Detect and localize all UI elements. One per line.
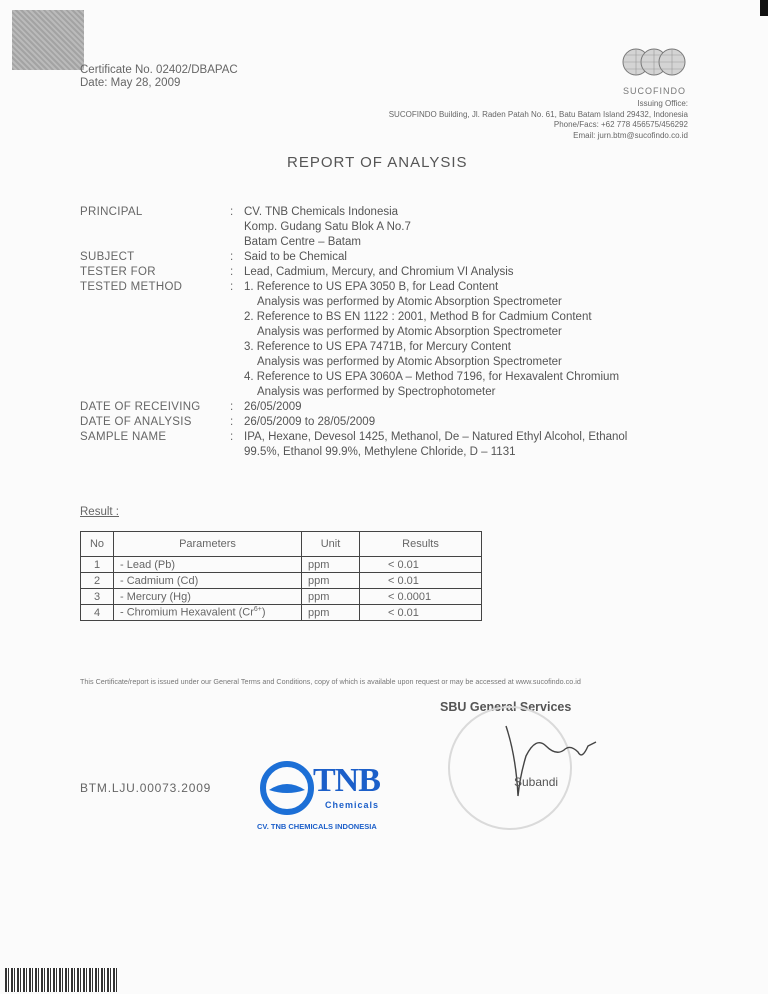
column-header: No	[81, 532, 114, 557]
hologram-sticker	[12, 10, 84, 70]
report-details	[80, 205, 700, 460]
result-table	[80, 531, 482, 621]
method-row: TESTED METHOD : 1. Reference to US EPA 3050 B, for Lead Content Analysis was performed by Atomic Absorption Spectrometer 2. Reference to BS EN 1122 : 2001, Method B for Cadmium Content Analysis was performed by Atomic Absorption Spectrometer 3. Reference to US EPA 7471B, for Mercury Content Analysis was performed by Atomic Absorption Spectrometer 4. Reference to US EPA 3060A – Method 7196, for Hexavalent Chromium Analysis was performed by Spectrophotometer	[80, 281, 620, 398]
principal-row: PRINCIPAL : CV. TNB Chemicals Indonesia Komp. Gudang Satu Blok A No.7 Batam Centre – Batam	[80, 206, 411, 248]
issuing-office-phone: Phone/Facs: +62 778 456575/456292	[553, 120, 688, 129]
table-row: 3 - Mercury (Hg) ppm < 0.0001	[81, 589, 482, 605]
edge-mark	[760, 0, 768, 16]
sample-label: SAMPLE NAME	[80, 431, 167, 443]
column-header: Unit	[302, 532, 360, 557]
issuing-office	[389, 99, 688, 141]
barcode	[5, 968, 117, 992]
analysis-date-row: DATE OF ANALYSIS : 26/05/2009 to 28/05/2009	[80, 416, 376, 428]
certificate-info	[80, 64, 238, 90]
sample-row: SAMPLE NAME : IPA, Hexane, Devesol 1425, Methanol, De – Natured Ethyl Alcohol, Ethanol 99.5%, Ethanol 99.9%, Methylene Chloride, D – 1131	[80, 431, 628, 458]
subject-label: SUBJECT	[80, 251, 135, 263]
report-title: REPORT OF ANALYSIS	[287, 154, 468, 171]
tester-row: TESTER FOR : Lead, Cadmium, Mercury, and Chromium VI Analysis	[80, 266, 514, 278]
issuing-office-label: Issuing Office:	[637, 99, 688, 108]
column-header: Results	[360, 532, 482, 557]
disclaimer-text: This Certificate/report is issued under our General Terms and Conditions, copy of which is available upon request or may be accessed at www.sucofindo.co.id	[80, 677, 581, 686]
issuing-office-address: SUCOFINDO Building, Jl. Raden Patah No. 61, Batu Batam Island 29432, Indonesia	[388, 109, 688, 119]
table-header-row	[81, 532, 482, 557]
tnb-logo-sub: Chemicals	[325, 800, 380, 810]
certificate-number: Certificate No. 02402/DBAPAC	[80, 64, 238, 76]
method-item: 4. Reference to US EPA 3060A – Method 7196, for Hexavalent Chromium Analysis was performed by Spectrophotometer	[244, 371, 620, 398]
receiving-label: DATE OF RECEIVING	[80, 401, 201, 413]
certificate-date: Date: May 28, 2009	[80, 77, 181, 89]
subject-value: Said to be Chemical	[244, 251, 347, 263]
signatory-division: SBU General Services	[440, 700, 572, 714]
method-item: 1. Reference to US EPA 3050 B, for Lead Content Analysis was performed by Atomic Absorption Spectrometer	[244, 281, 562, 308]
sucofindo-wordmark: SUCOFINDO	[623, 86, 686, 96]
table-row: 1 - Lead (Pb) ppm < 0.01	[81, 557, 482, 573]
method-label: TESTED METHOD	[80, 281, 183, 293]
tnb-globe-icon	[259, 760, 315, 816]
tnb-company-name: CV. TNB CHEMICALS INDONESIA	[257, 822, 377, 831]
subject-row: SUBJECT : Said to be Chemical	[80, 251, 347, 263]
analysis-date-value: 26/05/2009 to 28/05/2009	[244, 416, 376, 428]
handwritten-signature	[496, 716, 606, 806]
column-header: Parameters	[114, 532, 302, 557]
tnb-logo-name: TNB	[313, 762, 380, 799]
signatory-name: Subandi	[514, 775, 559, 789]
method-item: 3. Reference to US EPA 7471B, for Mercury Content Analysis was performed by Atomic Absorption Spectrometer	[244, 341, 562, 368]
method-list	[244, 280, 619, 400]
method-item: 2. Reference to BS EN 1122 : 2001, Method B for Cadmium Content Analysis was performed by Atomic Absorption Spectrometer	[244, 311, 592, 338]
reference-number: BTM.LJU.00073.2009	[80, 781, 212, 795]
table-row: 4 - Chromium Hexavalent $(Cr^{6+})$ ppm < 0.01	[81, 605, 482, 621]
table-row: 2 - Cadmium (Cd) ppm < 0.01	[81, 573, 482, 589]
principal-label: PRINCIPAL	[80, 206, 143, 218]
sample-value: IPA, Hexane, Devesol 1425, Methanol, De – Natured Ethyl Alcohol, Ethanol 99.5%, Ethanol 99.9%, Methylene Chloride, D – 1131	[244, 431, 628, 458]
result-heading: Result :	[80, 506, 119, 518]
receiving-row: DATE OF RECEIVING : 26/05/2009	[80, 401, 302, 413]
sucofindo-logo	[622, 42, 686, 88]
tester-label: TESTER FOR	[80, 266, 156, 278]
issuing-office-email: Email: jurn.btm@sucofindo.co.id	[573, 130, 688, 140]
principal-value: CV. TNB Chemicals Indonesia Komp. Gudang Satu Blok A No.7 Batam Centre – Batam	[244, 206, 411, 248]
tester-value: Lead, Cadmium, Mercury, and Chromium VI Analysis	[244, 266, 514, 278]
analysis-date-label: DATE OF ANALYSIS	[80, 416, 192, 428]
receiving-value: 26/05/2009	[244, 401, 302, 413]
tnb-logo	[255, 752, 395, 838]
